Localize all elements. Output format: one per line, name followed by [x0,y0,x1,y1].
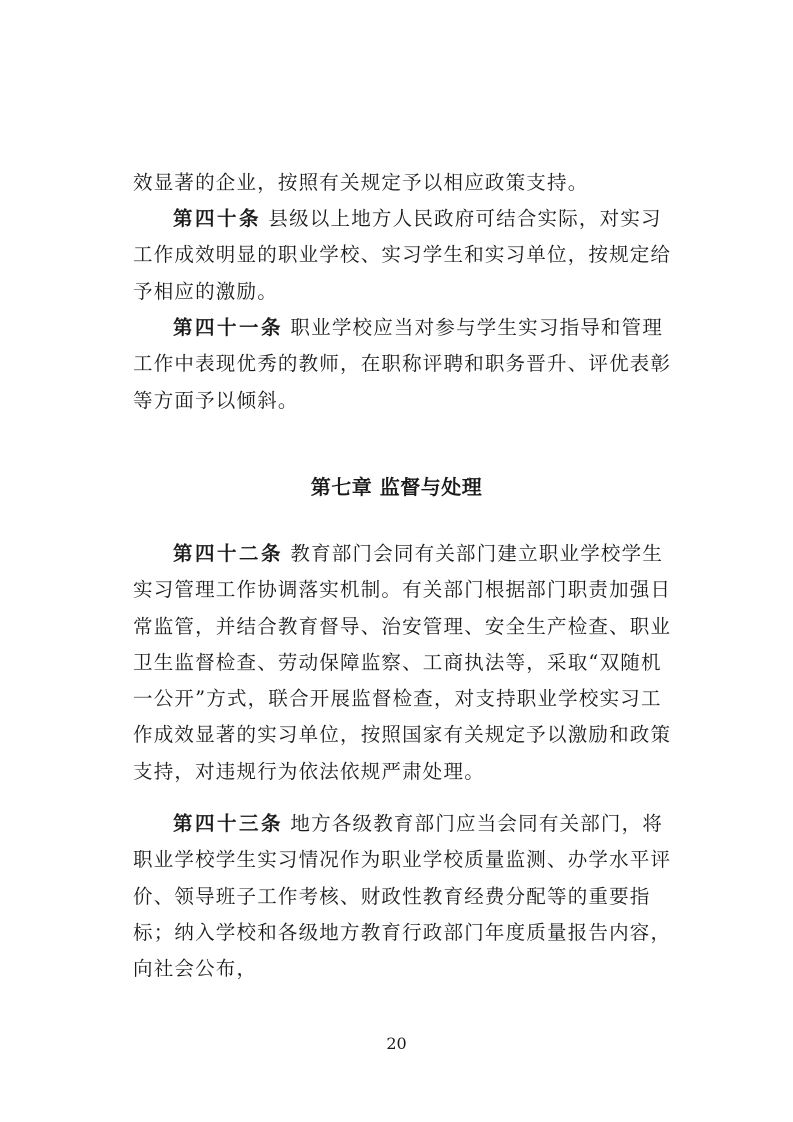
article-text: 职业学校应当对参与学生实习指导和管理工作中表现优秀的教师，在职称评聘和职务晋升、评优表彰等方面予以倾斜。 [133,316,672,412]
continuation-paragraph [133,165,673,201]
article-text: 县级以上地方人民政府可结合实际，对实习工作成效明显的职业学校、实习学生和实习单位，按规定给予相应的激励。 [133,207,672,303]
paragraph-text: 效显著的企业，按照有关规定予以相应政策支持。 [133,171,589,194]
article-label: 第四十三条 [173,812,284,835]
article-text: 教育部门会同有关部门建立职业学校学生实习管理工作协调落实机制。有关部门根据部门职责加强日常监管，并结合教育督导、治安管理、安全生产检查、职业卫生监督检查、劳动保障监察、工商执法等，采取“双随机一公开”方式，联合开展监督检查，对支持职业学校实习工作成效显著的实习单位，按照国家有关规定予以激励和政策支持，对违规行为依法依规严肃处理。 [133,542,672,783]
article-40 [133,201,673,310]
article-label: 第四十一条 [173,316,284,339]
article-label: 第四十条 [173,207,262,230]
chapter-title: 第七章 监督与处理 [310,475,483,499]
page-number: 20 [386,1034,407,1053]
article-label: 第四十二条 [173,542,284,565]
article-43 [133,806,673,987]
article-42 [133,536,673,790]
article-41 [133,310,673,419]
article-text: 地方各级教育部门应当会同有关部门，将职业学校学生实习情况作为职业学校质量监测、办学水平评价、领导班子工作考核、财政性教育经费分配等的重要指标；纳入学校和各级地方教育行政部门年度质量报告内容，向社会公布， [133,812,672,981]
